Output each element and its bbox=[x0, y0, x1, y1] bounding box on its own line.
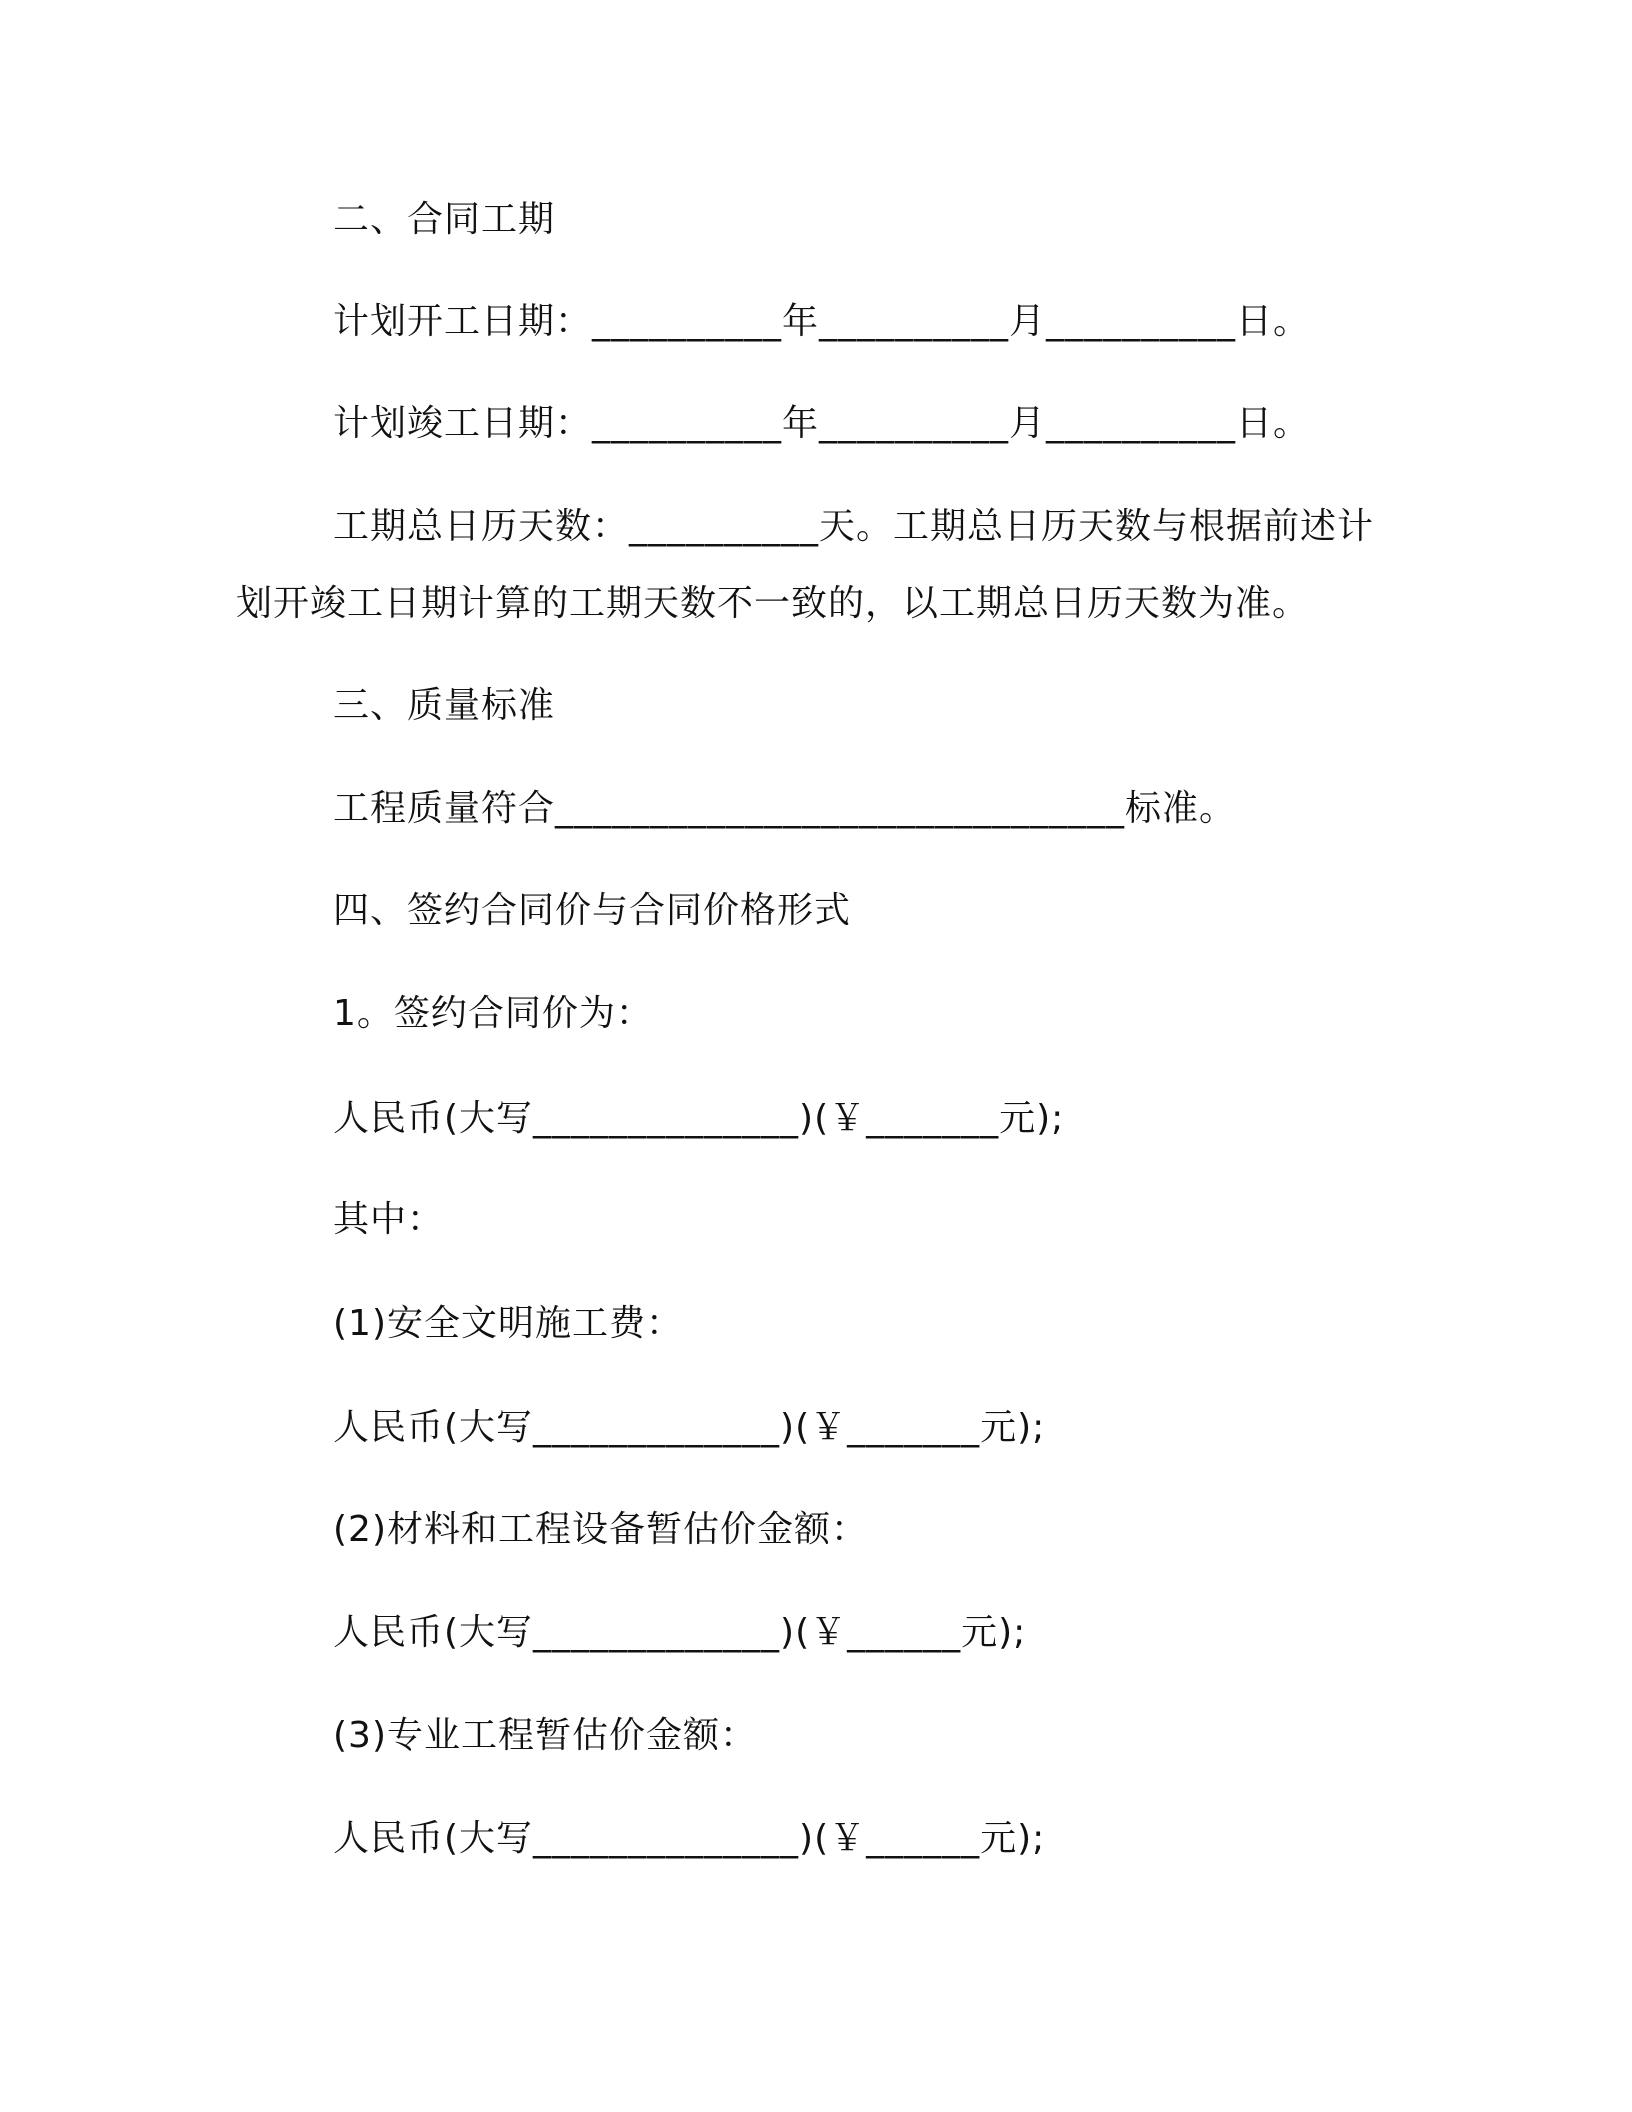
section-heading-contract-price: 四、签约合同价与合同价格形式 bbox=[333, 890, 852, 931]
materials-provisional-amount: 人民币(大写_____________)(￥______元); bbox=[333, 1612, 1027, 1653]
contract-price-amount: 人民币(大写______________)(￥_______元); bbox=[333, 1098, 1065, 1139]
planned-completion-date: 计划竣工日期：__________年__________月__________日。 bbox=[333, 403, 1311, 444]
materials-provisional-title: (2)材料和工程设备暂估价金额： bbox=[333, 1509, 868, 1550]
safety-fee-amount: 人民币(大写_____________)(￥_______元); bbox=[333, 1407, 1046, 1448]
total-calendar-days-line2: 划开竣工日期计算的工期天数不一致的，以工期总日历天数为准。 bbox=[236, 583, 1310, 624]
quality-standard-line: 工程质量符合______________________________标准。 bbox=[333, 788, 1237, 829]
planned-start-date: 计划开工日期：__________年__________月__________日。 bbox=[333, 301, 1311, 342]
section-heading-quality: 三、质量标准 bbox=[333, 685, 556, 726]
section-heading-contract-period: 二、合同工期 bbox=[333, 199, 556, 240]
contract-price-title: 1。签约合同价为： bbox=[333, 993, 653, 1034]
specialist-provisional-title: (3)专业工程暂估价金额： bbox=[333, 1715, 757, 1756]
among-label: 其中： bbox=[333, 1199, 445, 1240]
safety-fee-title: (1)安全文明施工费： bbox=[333, 1303, 683, 1344]
specialist-provisional-amount: 人民币(大写______________)(￥______元); bbox=[333, 1818, 1046, 1859]
total-calendar-days-line1: 工期总日历天数：__________天。工期总日历天数与根据前述计 bbox=[333, 506, 1375, 547]
